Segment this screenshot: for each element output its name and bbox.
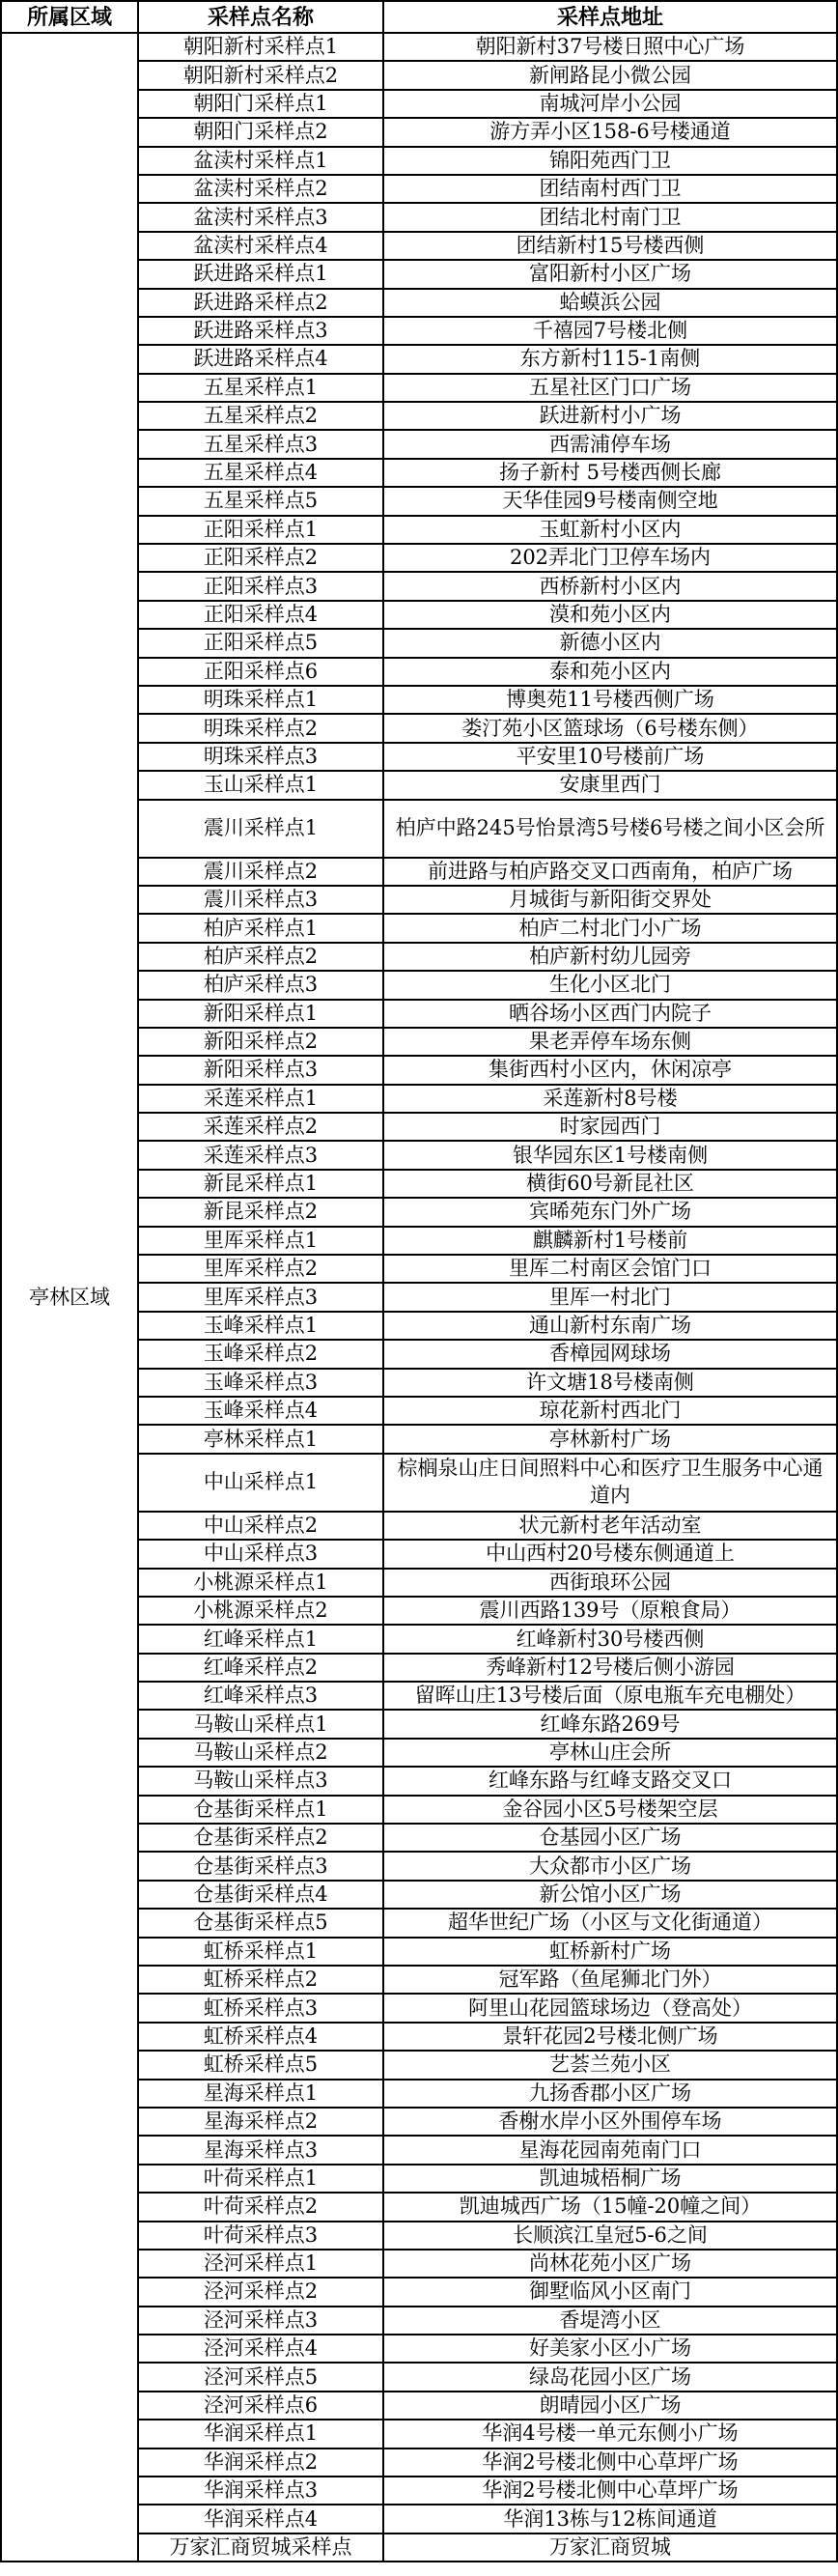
- point-name-cell: 震川采样点3: [138, 886, 383, 914]
- point-name-cell: 星海采样点2: [138, 2108, 383, 2136]
- point-address-cell: 尚林花苑小区广场: [383, 2250, 837, 2278]
- point-address-cell: 许文塘18号楼南侧: [383, 1369, 837, 1397]
- point-name-cell: 叶荷采样点1: [138, 2165, 383, 2193]
- point-address-cell: 震川西路139号（原粮食局）: [383, 1597, 837, 1625]
- point-name-cell: 仓基街采样点3: [138, 1852, 383, 1880]
- point-address-cell: 娄汀苑小区篮球场（6号楼东侧）: [383, 714, 837, 742]
- point-address-cell: 虹桥新村广场: [383, 1938, 837, 1966]
- table-body: [1, 33, 837, 2562]
- point-name-cell: 中山采样点1: [138, 1454, 383, 1512]
- point-name-cell: 小桃源采样点1: [138, 1569, 383, 1597]
- point-address-cell: 万家汇商贸城: [383, 2534, 837, 2562]
- point-name-cell: 里厍采样点2: [138, 1255, 383, 1283]
- point-address-cell: 集街西村小区内，休闲凉亭: [383, 1056, 837, 1084]
- header-region: 所属区域: [1, 1, 138, 33]
- point-name-cell: 跃进路采样点4: [138, 345, 383, 373]
- point-name-cell: 华润采样点4: [138, 2505, 383, 2533]
- point-name-cell: 震川采样点2: [138, 858, 383, 886]
- point-name-cell: 玉峰采样点4: [138, 1397, 383, 1425]
- point-name-cell: 采莲采样点3: [138, 1141, 383, 1169]
- point-address-cell: 晒谷场小区西门内院子: [383, 1000, 837, 1028]
- point-name-cell: 五星采样点2: [138, 402, 383, 430]
- point-address-cell: 新闸路昆小微公园: [383, 61, 837, 89]
- point-address-cell: 亭林山庄会所: [383, 1739, 837, 1767]
- point-address-cell: 华润2号楼北侧中心草坪广场: [383, 2477, 837, 2505]
- point-name-cell: 正阳采样点2: [138, 544, 383, 572]
- point-address-cell: 好美家小区小广场: [383, 2335, 837, 2363]
- point-address-cell: 大众都市小区广场: [383, 1852, 837, 1880]
- header-point-address: 采样点地址: [383, 1, 837, 33]
- point-address-cell: 西街琅环公园: [383, 1569, 837, 1597]
- point-address-cell: 西桥新村小区内: [383, 572, 837, 600]
- point-address-cell: 御墅临风小区南门: [383, 2278, 837, 2306]
- point-address-cell: 状元新村老年活动室: [383, 1512, 837, 1540]
- point-address-cell: 红峰新村30号楼西侧: [383, 1625, 837, 1653]
- point-address-cell: 朝阳新村37号楼日照中心广场: [383, 33, 837, 61]
- point-address-cell: 游方弄小区158-6号楼通道: [383, 118, 837, 146]
- point-address-cell: 中山西村20号楼东侧通道上: [383, 1540, 837, 1568]
- point-address-cell: 富阳新村小区广场: [383, 260, 837, 288]
- point-address-cell: 里厍二村南区会馆门口: [383, 1255, 837, 1283]
- point-name-cell: 星海采样点3: [138, 2136, 383, 2164]
- point-address-cell: 华润4号楼一单元东侧小广场: [383, 2420, 837, 2448]
- point-name-cell: 柏庐采样点2: [138, 943, 383, 971]
- point-address-cell: 横街60号新昆社区: [383, 1170, 837, 1198]
- point-address-cell: 仓基园小区广场: [383, 1824, 837, 1852]
- point-name-cell: 华润采样点1: [138, 2420, 383, 2448]
- point-name-cell: 采莲采样点1: [138, 1085, 383, 1113]
- point-name-cell: 新昆采样点2: [138, 1198, 383, 1226]
- point-name-cell: 华润采样点3: [138, 2477, 383, 2505]
- point-name-cell: 小桃源采样点2: [138, 1597, 383, 1625]
- point-name-cell: 泾河采样点6: [138, 2392, 383, 2420]
- point-address-cell: 朗晴园小区广场: [383, 2392, 837, 2420]
- point-name-cell: 盆渎村采样点1: [138, 147, 383, 175]
- point-address-cell: 时家园西门: [383, 1113, 837, 1141]
- point-address-cell: 新德小区内: [383, 629, 837, 657]
- point-address-cell: 团结新村15号楼西侧: [383, 232, 837, 260]
- point-address-cell: 香堤湾小区: [383, 2307, 837, 2335]
- point-name-cell: 朝阳门采样点1: [138, 90, 383, 118]
- point-name-cell: 仓基街采样点1: [138, 1796, 383, 1824]
- point-name-cell: 亭林采样点1: [138, 1425, 383, 1453]
- point-address-cell: 果老弄停车场东侧: [383, 1028, 837, 1056]
- point-name-cell: 新阳采样点3: [138, 1056, 383, 1084]
- point-name-cell: 明珠采样点1: [138, 686, 383, 714]
- point-name-cell: 红峰采样点2: [138, 1654, 383, 1682]
- point-name-cell: 泾河采样点4: [138, 2335, 383, 2363]
- header-point-name: 采样点名称: [138, 1, 383, 33]
- point-name-cell: 玉峰采样点3: [138, 1369, 383, 1397]
- point-name-cell: 马鞍山采样点1: [138, 1710, 383, 1738]
- point-address-cell: 玉虹新村小区内: [383, 516, 837, 544]
- point-name-cell: 虹桥采样点2: [138, 1966, 383, 1994]
- point-name-cell: 马鞍山采样点3: [138, 1767, 383, 1795]
- point-address-cell: 留晖山庄13号楼后面（原电瓶车充电棚处）: [383, 1682, 837, 1710]
- point-name-cell: 泾河采样点3: [138, 2307, 383, 2335]
- point-name-cell: 五星采样点5: [138, 487, 383, 515]
- point-address-cell: 泰和苑小区内: [383, 658, 837, 686]
- point-name-cell: 万家汇商贸城采样点: [138, 2534, 383, 2562]
- point-name-cell: 朝阳新村采样点2: [138, 61, 383, 89]
- point-name-cell: 玉山采样点1: [138, 771, 383, 799]
- point-address-cell: 团结南村西门卫: [383, 175, 837, 203]
- point-name-cell: 正阳采样点5: [138, 629, 383, 657]
- point-address-cell: 棕榈泉山庄日间照料中心和医疗卫生服务中心通道内: [383, 1454, 837, 1512]
- point-name-cell: 泾河采样点1: [138, 2250, 383, 2278]
- point-address-cell: 超华世纪广场（小区与文化街通道）: [383, 1909, 837, 1937]
- point-name-cell: 新阳采样点1: [138, 1000, 383, 1028]
- point-address-cell: 西需浦停车场: [383, 430, 837, 458]
- point-name-cell: 五星采样点3: [138, 430, 383, 458]
- point-address-cell: 艺荟兰苑小区: [383, 2051, 837, 2079]
- point-address-cell: 生化小区北门: [383, 971, 837, 999]
- point-name-cell: 跃进路采样点3: [138, 317, 383, 345]
- point-address-cell: 银华园东区1号楼南侧: [383, 1141, 837, 1169]
- header-row: [1, 1, 837, 33]
- point-address-cell: 月城街与新阳街交界处: [383, 886, 837, 914]
- point-address-cell: 红峰东路与红峰支路交叉口: [383, 1767, 837, 1795]
- point-name-cell: 新昆采样点1: [138, 1170, 383, 1198]
- point-name-cell: 柏庐采样点1: [138, 914, 383, 942]
- point-address-cell: 扬子新村 5号楼西侧长廊: [383, 459, 837, 487]
- point-name-cell: 中山采样点3: [138, 1540, 383, 1568]
- point-name-cell: 玉峰采样点2: [138, 1340, 383, 1368]
- point-name-cell: 盆渎村采样点4: [138, 232, 383, 260]
- point-name-cell: 明珠采样点2: [138, 714, 383, 742]
- point-name-cell: 红峰采样点1: [138, 1625, 383, 1653]
- point-address-cell: 蛤蟆浜公园: [383, 289, 837, 317]
- table-row: [1, 33, 837, 61]
- point-name-cell: 震川采样点1: [138, 800, 383, 858]
- point-name-cell: 正阳采样点3: [138, 572, 383, 600]
- point-name-cell: 红峰采样点3: [138, 1682, 383, 1710]
- region-cell: 亭林区域: [1, 33, 138, 2562]
- point-address-cell: 南城河岸小公园: [383, 90, 837, 118]
- point-name-cell: 盆渎村采样点3: [138, 203, 383, 231]
- point-name-cell: 玉峰采样点1: [138, 1312, 383, 1340]
- point-name-cell: 明珠采样点3: [138, 743, 383, 771]
- point-name-cell: 正阳采样点1: [138, 516, 383, 544]
- point-address-cell: 冠军路（鱼尾狮北门外）: [383, 1966, 837, 1994]
- point-address-cell: 柏庐新村幼儿园旁: [383, 943, 837, 971]
- point-address-cell: 香榭水岸小区外围停车场: [383, 2108, 837, 2136]
- point-address-cell: 团结北村南门卫: [383, 203, 837, 231]
- point-address-cell: 琼花新村西北门: [383, 1397, 837, 1425]
- point-address-cell: 亭林新村广场: [383, 1425, 837, 1453]
- point-name-cell: 正阳采样点6: [138, 658, 383, 686]
- point-address-cell: 新公馆小区广场: [383, 1881, 837, 1909]
- point-address-cell: 凯迪城梧桐广场: [383, 2165, 837, 2193]
- point-address-cell: 绿岛花园小区广场: [383, 2363, 837, 2391]
- point-name-cell: 虹桥采样点3: [138, 1994, 383, 2022]
- point-name-cell: 仓基街采样点4: [138, 1881, 383, 1909]
- point-name-cell: 新阳采样点2: [138, 1028, 383, 1056]
- point-name-cell: 泾河采样点2: [138, 2278, 383, 2306]
- point-address-cell: 前进路与柏庐路交叉口西南角，柏庐广场: [383, 858, 837, 886]
- point-name-cell: 盆渎村采样点2: [138, 175, 383, 203]
- point-address-cell: 千禧园7号楼北侧: [383, 317, 837, 345]
- point-name-cell: 朝阳门采样点2: [138, 118, 383, 146]
- point-name-cell: 里厍采样点3: [138, 1283, 383, 1311]
- point-name-cell: 跃进路采样点1: [138, 260, 383, 288]
- point-name-cell: 采莲采样点2: [138, 1113, 383, 1141]
- point-name-cell: 虹桥采样点4: [138, 2023, 383, 2051]
- point-name-cell: 正阳采样点4: [138, 601, 383, 629]
- point-name-cell: 虹桥采样点1: [138, 1938, 383, 1966]
- point-name-cell: 跃进路采样点2: [138, 289, 383, 317]
- point-address-cell: 天华佳园9号楼南侧空地: [383, 487, 837, 515]
- point-name-cell: 里厍采样点1: [138, 1227, 383, 1255]
- point-address-cell: 漠和苑小区内: [383, 601, 837, 629]
- point-address-cell: 星海花园南苑南门口: [383, 2136, 837, 2164]
- point-name-cell: 仓基街采样点5: [138, 1909, 383, 1937]
- point-address-cell: 九扬香郡小区广场: [383, 2080, 837, 2108]
- point-address-cell: 香樟园网球场: [383, 1340, 837, 1368]
- point-address-cell: 安康里西门: [383, 771, 837, 799]
- point-address-cell: 阿里山花园篮球场边（登高处）: [383, 1994, 837, 2022]
- point-name-cell: 朝阳新村采样点1: [138, 33, 383, 61]
- point-name-cell: 星海采样点1: [138, 2080, 383, 2108]
- point-name-cell: 五星采样点4: [138, 459, 383, 487]
- point-address-cell: 里厍一村北门: [383, 1283, 837, 1311]
- point-address-cell: 长顺滨江皇冠5-6之间: [383, 2222, 837, 2250]
- point-address-cell: 博奥苑11号楼西侧广场: [383, 686, 837, 714]
- point-address-cell: 柏庐二村北门小广场: [383, 914, 837, 942]
- point-address-cell: 锦阳苑西门卫: [383, 147, 837, 175]
- point-address-cell: 凯迪城西广场（15幢-20幢之间）: [383, 2193, 837, 2221]
- point-address-cell: 平安里10号楼前广场: [383, 743, 837, 771]
- point-name-cell: 叶荷采样点3: [138, 2222, 383, 2250]
- point-name-cell: 柏庐采样点3: [138, 971, 383, 999]
- point-address-cell: 202弄北门卫停车场内: [383, 544, 837, 572]
- point-name-cell: 马鞍山采样点2: [138, 1739, 383, 1767]
- point-name-cell: 泾河采样点5: [138, 2363, 383, 2391]
- point-address-cell: 麒麟新村1号楼前: [383, 1227, 837, 1255]
- point-name-cell: 华润采样点2: [138, 2449, 383, 2477]
- point-address-cell: 采莲新村8号楼: [383, 1085, 837, 1113]
- point-address-cell: 五星社区门口广场: [383, 374, 837, 402]
- point-name-cell: 仓基街采样点2: [138, 1824, 383, 1852]
- point-name-cell: 五星采样点1: [138, 374, 383, 402]
- point-address-cell: 秀峰新村12号楼后侧小游园: [383, 1654, 837, 1682]
- point-address-cell: 金谷园小区5号楼架空层: [383, 1796, 837, 1824]
- point-address-cell: 红峰东路269号: [383, 1710, 837, 1738]
- point-name-cell: 中山采样点2: [138, 1512, 383, 1540]
- point-address-cell: 东方新村115-1南侧: [383, 345, 837, 373]
- point-name-cell: 叶荷采样点2: [138, 2193, 383, 2221]
- point-address-cell: 通山新村东南广场: [383, 1312, 837, 1340]
- point-name-cell: 虹桥采样点5: [138, 2051, 383, 2079]
- point-address-cell: 华润13栋与12栋间通道: [383, 2505, 837, 2533]
- point-address-cell: 柏庐中路245号怡景湾5号楼6号楼之间小区会所: [383, 800, 837, 858]
- point-address-cell: 华润2号楼北侧中心草坪广场: [383, 2449, 837, 2477]
- point-address-cell: 宾晞苑东门外广场: [383, 1198, 837, 1226]
- point-address-cell: 景轩花园2号楼北侧广场: [383, 2023, 837, 2051]
- point-address-cell: 跃进新村小广场: [383, 402, 837, 430]
